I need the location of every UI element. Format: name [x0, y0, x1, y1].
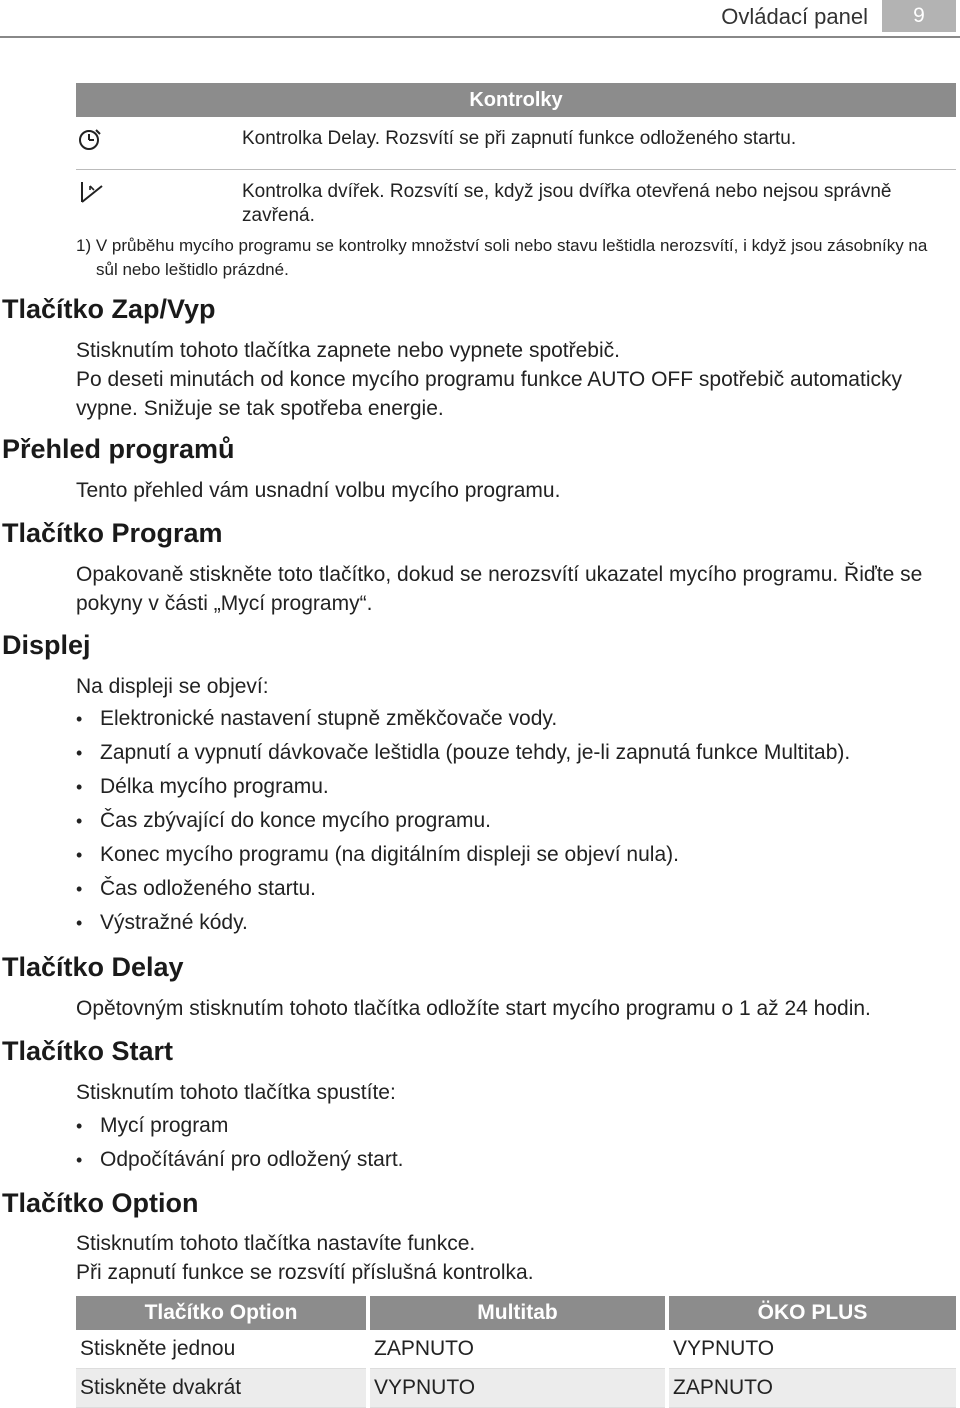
list-item: • Zapnutí a vypnutí dávkovače leštidla (pouze tehdy, je-li zapnutá funkce Multitab). — [76, 736, 850, 770]
door-open-icon — [76, 190, 106, 211]
section-heading-display: Displej — [2, 630, 91, 660]
paragraph: Při zapnutí funkce se rozsvítí příslušná kontrolka. — [76, 1261, 534, 1284]
table-cell: ZAPNUTO — [368, 1330, 667, 1369]
paragraph: Po deseti minutách od konce mycího programu funkce AUTO OFF spotřebič automaticky vypne. Snižuje se tak spotřeba energie. — [76, 368, 902, 420]
table-cell: VYPNUTO — [667, 1330, 956, 1369]
table-cell: VYPNUTO — [368, 1369, 667, 1408]
list-item: • Odpočítávání pro odložený start. — [76, 1143, 404, 1177]
table-row — [76, 1330, 956, 1369]
section-heading-onoff: Tlačítko Zap/Vyp — [2, 294, 216, 324]
icon-cell — [76, 117, 242, 170]
footnote-line: sůl nebo leštidlo prázdné. — [96, 260, 289, 279]
header-title: Ovládací panel — [721, 4, 868, 29]
section-heading-start: Tlačítko Start — [2, 1036, 174, 1066]
delay-clock-icon — [76, 137, 104, 158]
table-cell: Stiskněte jednou — [76, 1330, 368, 1369]
table-cell: Stiskněte dvakrát — [76, 1369, 368, 1408]
indicator-text: Kontrolka dvířek. Rozsvítí se, když jsou dvířka otevřená nebo nejsou správně zavřená. — [242, 170, 956, 229]
paragraph: Tento přehled vám usnadní volbu mycího programu. — [76, 479, 561, 502]
section-heading-delay: Tlačítko Delay — [2, 952, 184, 982]
indicator-text: Kontrolka Delay. Rozsvítí se při zapnutí funkce odloženého startu. — [242, 128, 797, 149]
paragraph: Stisknutím tohoto tlačítka nastavíte funkce. — [76, 1232, 476, 1255]
list-item: • Elektronické nastavení stupně změkčovače vody. — [76, 702, 850, 736]
list-item: • Délka mycího programu. — [76, 770, 850, 804]
option-table — [76, 1296, 956, 1408]
column-header: ÖKO PLUS — [667, 1296, 956, 1330]
paragraph: Stisknutím tohoto tlačítka spustíte: — [76, 1081, 396, 1104]
section-heading-option: Tlačítko Option — [2, 1188, 199, 1218]
paragraph: Na displeji se objeví: — [76, 675, 269, 698]
paragraph: Opakovaně stiskněte toto tlačítko, dokud se nerozsvítí ukazatel mycího programu. Řiďte se pokyny v části „Mycí programy“. — [76, 563, 923, 615]
table-row — [76, 1369, 956, 1408]
indicators-heading: Kontrolky — [76, 83, 956, 117]
indicators-table — [76, 83, 956, 228]
column-header: Multitab — [368, 1296, 667, 1330]
table-header-row — [76, 1296, 956, 1330]
paragraph: Stisknutím tohoto tlačítka zapnete nebo vypnete spotřebič. — [76, 339, 620, 362]
table-cell: ZAPNUTO — [667, 1369, 956, 1408]
column-header: Tlačítko Option — [76, 1296, 368, 1330]
page-number: 9 — [882, 0, 956, 32]
list-item: • Čas zbývající do konce mycího programu. — [76, 804, 850, 838]
header-divider — [0, 36, 960, 38]
footnote-line: 1) V průběhu mycího programu se kontrolky množství soli nebo stavu leštidla nerozsvítí, i když jsou zásobníky na — [76, 236, 928, 255]
table-row — [76, 170, 956, 229]
list-item: • Konec mycího programu (na digitálním displeji se objeví nula). — [76, 838, 850, 872]
display-list — [76, 702, 850, 940]
footnote — [76, 234, 946, 282]
list-item: • Výstražné kódy. — [76, 906, 850, 940]
table-row — [76, 117, 956, 170]
section-heading-program: Tlačítko Program — [2, 518, 223, 548]
start-list — [76, 1109, 404, 1177]
icon-cell — [76, 170, 242, 229]
list-item: • Mycí program — [76, 1109, 404, 1143]
page-header — [0, 0, 960, 36]
paragraph: Opětovným stisknutím tohoto tlačítka odložíte start mycího programu o 1 až 24 hodin. — [76, 997, 871, 1020]
section-heading-overview: Přehled programů — [2, 434, 235, 464]
list-item: • Čas odloženého startu. — [76, 872, 850, 906]
